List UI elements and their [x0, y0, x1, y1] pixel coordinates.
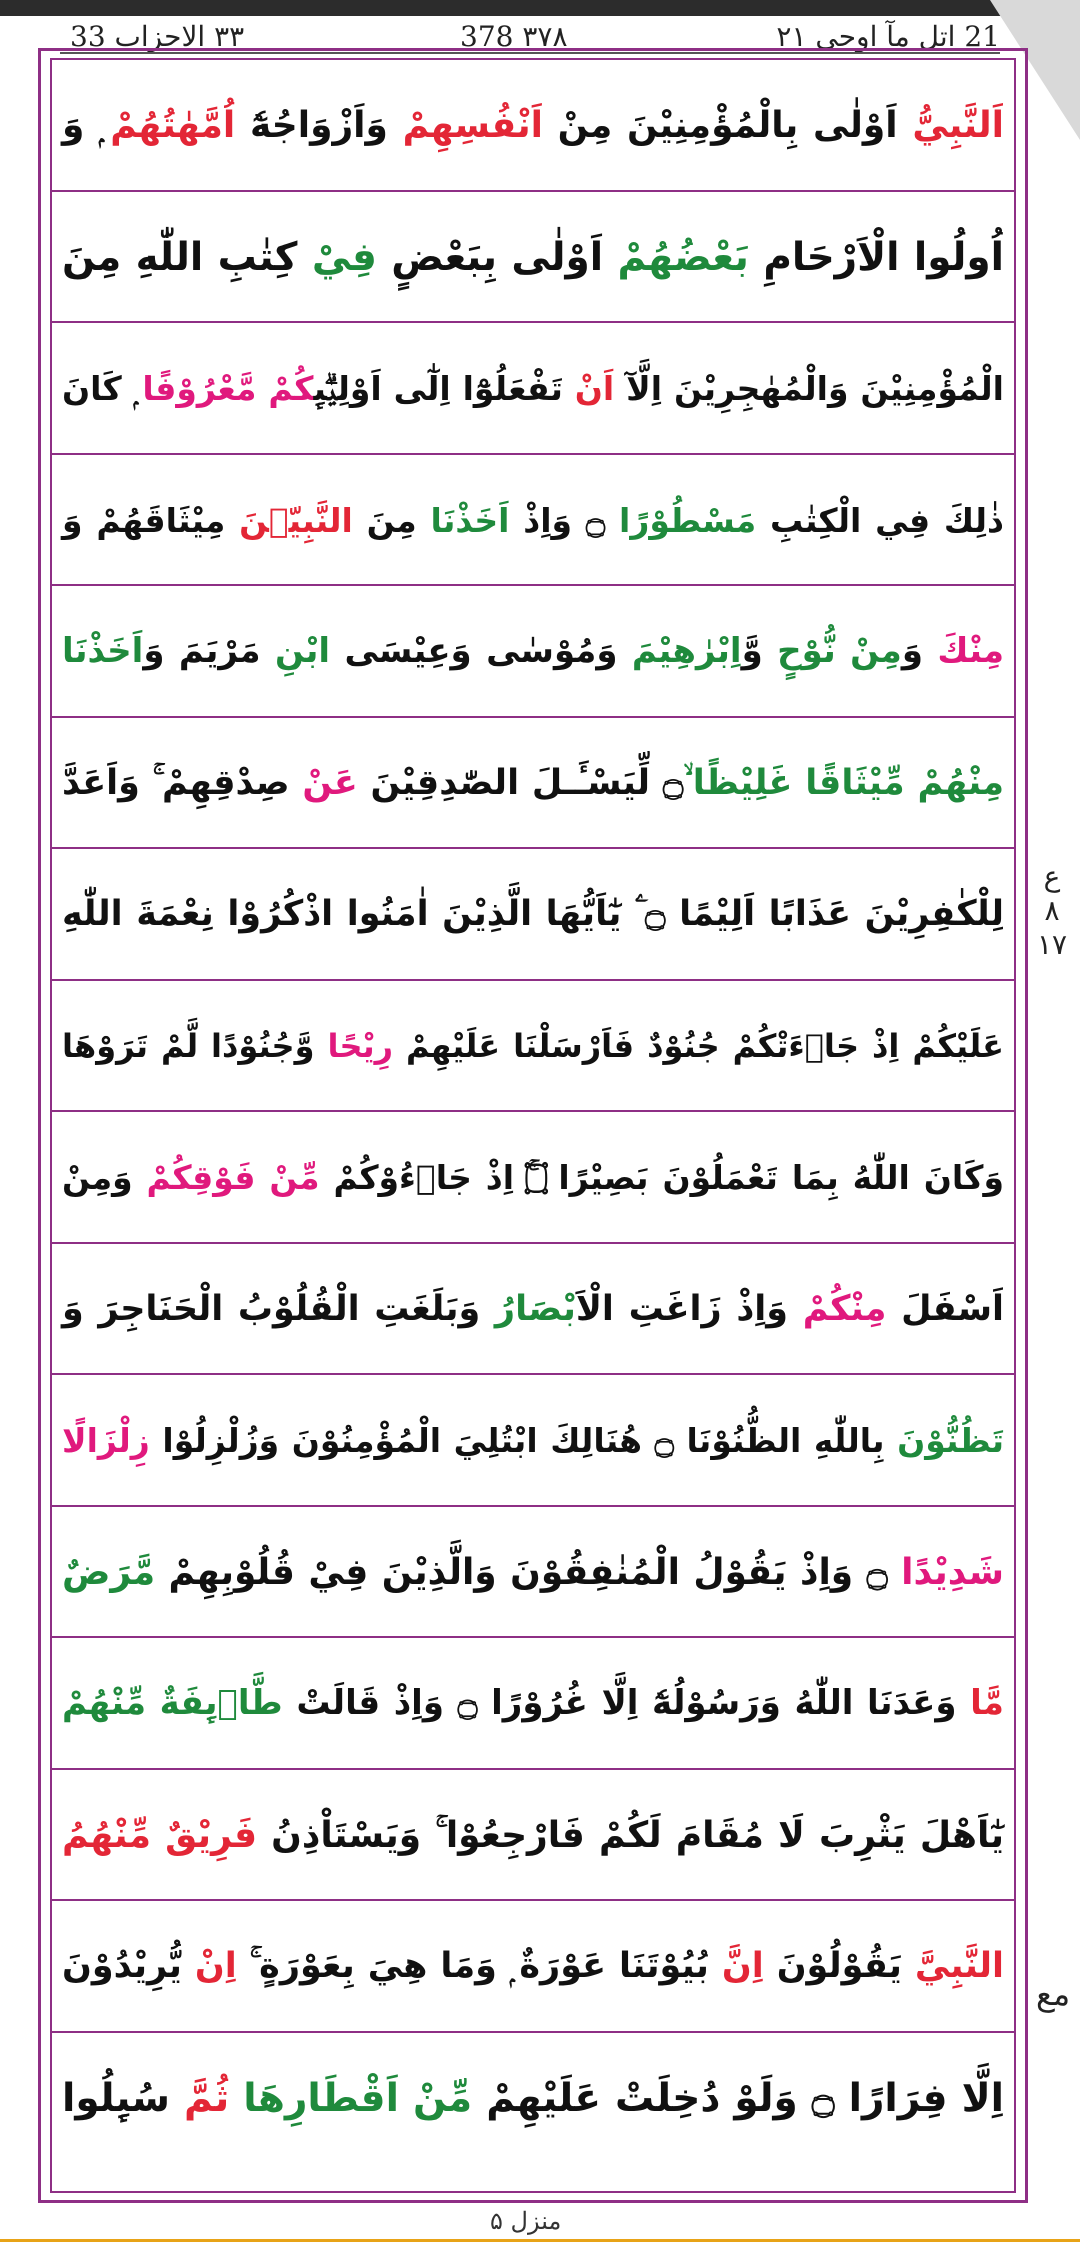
verse-segment: اُمَّهٰتُهُمْ — [110, 105, 236, 146]
verse-segment: لِلْكٰفِرِيْنَ عَذَابًا اَلِيْمًا ۝ ۧ يٰٓاَيُّهَا الَّذِيْنَ اٰمَنُوا اذْكُرُوْا نِعْمَةَ اللّٰهِ — [62, 894, 1004, 934]
page-footer — [0, 2205, 1080, 2245]
verse-line — [52, 981, 1014, 1113]
verse-segment: وَاِذْ زَاغَتِ الْاَ — [575, 1288, 803, 1329]
verse-segment: فَرِيْقٌ مِّنْهُمُ — [62, 1814, 258, 1856]
verse-segment: ابْنِ — [274, 631, 331, 671]
header-surah-name: ٣٣ الاحزاب 33 — [70, 20, 245, 53]
verse-segment: مَسْطُوْرًا — [619, 500, 757, 540]
mu-marker: مع — [1036, 1975, 1071, 2013]
verse-segment: وَكَانَ اللّٰهُ بِمَا تَعْمَلُوْنَ بَصِيْرًا ۝ۚ اِذْ جَاۗءُوْكُمْ — [319, 1158, 1004, 1197]
verse-segment: مِّنْ اَقْطَارِهَا — [243, 2075, 473, 2121]
verse-segment: مِّنْ فَوْقِكُمْ — [146, 1158, 320, 1197]
verse-segment: مَّا — [970, 1683, 1004, 1723]
verse-segment: وَاَزْوَاجُهٗٓ — [235, 105, 403, 146]
verse-segment: طَّاۗىِٕفَةٌ مِّنْهُمْ — [62, 1683, 283, 1723]
verse-segment: ۝ وَاِذْ يَقُوْلُ الْمُنٰفِقُوْنَ وَالَّذِيْنَ فِيْ قُلُوْبِهِمْ — [155, 1551, 902, 1593]
verse-segment: ۭ وَ — [62, 105, 111, 146]
verse-segment: اَوْلٰى بِالْمُؤْمِنِيْنَ مِنْ — [542, 105, 913, 146]
verse-line — [52, 1901, 1014, 2033]
verse-segment: فِيْ — [311, 234, 377, 280]
header-para-name: 21 اتل مآ اوحی ۲۱ — [776, 20, 1000, 53]
verse-segment: بَعْضُهُمْ — [617, 234, 749, 280]
verse-segment: مِنْهُمْ مِّيْثَاقًا — [805, 762, 1005, 803]
verse-segment: مِنْكَ — [937, 631, 1004, 671]
header-page-number: ٣٧٨ 378 — [460, 20, 568, 53]
ruku-marker — [1030, 860, 1074, 962]
verse-segment: النَّبِيَّ — [914, 1946, 1004, 1986]
verse-segment: مِيْثَاقَهُمْ وَ — [62, 500, 240, 540]
verse-line — [52, 718, 1014, 850]
verse-segment: الْمُؤْمِنِيْنَ وَالْمُهٰجِرِيْنَ اِلَّآ — [614, 369, 1004, 408]
verse-segment: صِدْقِهِمْ ۚ وَاَعَدَّ — [62, 762, 303, 803]
status-bar — [0, 0, 1080, 16]
verse-line — [52, 1244, 1014, 1376]
verse-segment: مِنْكُمْ — [802, 1288, 887, 1329]
verse-segment: اَنْفُسِهِمْ — [402, 105, 543, 146]
verse-segment: اَنْ — [574, 369, 615, 408]
verse-line — [52, 323, 1014, 455]
verse-line — [52, 2033, 1014, 2165]
verse-line — [52, 60, 1014, 192]
verse-segment: تَفْعَلُوْٓا اِلٰٓى اَوْلِيٰۗىِٕ — [313, 369, 575, 408]
footer-rule — [0, 2239, 1080, 2242]
verse-segment: زِلْزَالًا — [62, 1421, 150, 1460]
verse-segment: يٰٓاَهْلَ يَثْرِبَ لَا مُقَامَ لَكُمْ فَارْجِعُوْا ۚ وَيَسْتَاْذِنُ — [257, 1814, 1004, 1856]
verse-segment: اُولُوا الْاَرْحَامِ — [748, 234, 1004, 280]
verse-segment: وَبَلَغَتِ الْقُلُوْبُ الْحَنَاجِرَ وَ — [62, 1288, 495, 1329]
verse-segment: رِيْحًا — [327, 1026, 393, 1065]
verse-segment: تَظُنُّوْنَ — [897, 1421, 1004, 1460]
verse-line — [52, 849, 1014, 981]
verse-segment: اَخَذْنَا — [430, 500, 510, 540]
verse-segment: سُىِٕلُوا — [62, 2075, 171, 2121]
verse-line — [52, 1638, 1014, 1770]
verse-segment: بْصَارُ — [494, 1288, 576, 1329]
verse-segment: وَعَدَنَا اللّٰهُ وَرَسُوْلُهٗٓ اِلَّا غُرُوْرًا ۝ وَاِذْ قَالَتْ — [282, 1683, 971, 1723]
verse-line — [52, 455, 1014, 587]
verse-segment: عَنْ — [302, 762, 358, 803]
verse-segment: وَّجُنُوْدًا لَّمْ تَرَوْهَا — [62, 1026, 328, 1065]
verse-segment: وَمِنْ — [62, 1158, 147, 1197]
ruku-count: ١٧ — [1036, 928, 1068, 961]
verse-segment: وَمُوْسٰى وَعِيْسَى — [330, 631, 632, 671]
verse-segment: مَرْيَمَ وَ — [143, 631, 275, 671]
verse-segment: مِنَ — [352, 500, 431, 540]
verse-segment: ۙ۝ لِّيَسْـَٔـلَ الصّٰدِقِيْنَ — [370, 762, 684, 803]
verse-line — [52, 1507, 1014, 1639]
verse-line — [52, 192, 1014, 324]
verse-segment: بُيُوْتَنَا عَوْرَةٌ ۭ وَمَا هِيَ بِعَوْرَةٍ ۚ — [236, 1946, 722, 1986]
verse-segment: اِلَّا فِرَارًا ۝ وَلَوْ دُخِلَتْ عَلَيْهِمْ — [472, 2075, 1004, 2121]
verse-segment: شَدِيْدًا — [901, 1551, 1004, 1593]
verse-segment: مِنْ نُّوْحٍ — [777, 631, 902, 671]
verse-segment: اَلنَّبِيُّ — [912, 105, 1004, 146]
verse-line — [52, 1770, 1014, 1902]
ruku-number: ٨ — [1044, 894, 1060, 927]
verse-lines — [52, 60, 1014, 2164]
ruku-letter: ع — [1043, 860, 1061, 893]
verse-line — [52, 1112, 1014, 1244]
verse-segment: ۭ كَانَ — [62, 369, 143, 408]
verse-segment: اَسْفَلَ — [886, 1288, 1004, 1329]
verse-segment: مَّرَضٌ — [62, 1551, 156, 1593]
verse-segment: وَّ — [741, 631, 778, 671]
verse-segment: ۝ وَاِذْ — [509, 500, 620, 540]
verse-segment: ثُمَّ — [170, 2075, 244, 2121]
verse-segment: اَخَذْنَا — [62, 631, 144, 671]
verse-segment: اِبْرٰهِيْمَ — [631, 631, 742, 671]
verse-segment: اِنَّ — [721, 1946, 764, 1986]
verse-segment: غَلِيْظًا — [683, 762, 806, 803]
verse-segment: وَ — [901, 631, 938, 671]
verse-segment: ذٰلِكَ فِي الْكِتٰبِ — [756, 500, 1004, 540]
verse-line — [52, 586, 1014, 718]
verse-segment: يُّرِيْدُوْنَ — [62, 1946, 195, 1986]
verse-segment: اِنْ — [194, 1946, 237, 1986]
verse-segment: بِاللّٰهِ الظُّنُوْنَا ۝ هُنَالِكَ ابْتُلِيَ الْمُؤْمِنُوْنَ وَزُلْزِلُوْا — [149, 1421, 898, 1460]
manzil-label: منزل ۵ — [490, 2207, 562, 2235]
verse-segment: يَقُوْلُوْنَ — [763, 1946, 915, 1986]
verse-segment: اَوْلٰى بِبَعْضٍ — [376, 234, 618, 280]
verse-segment: عَلَيْكُمْ اِذْ جَاۗءَتْكُمْ جُنُوْدٌ فَاَرْسَلْنَا عَلَيْهِمْ — [393, 1026, 1005, 1065]
verse-segment: كِتٰبِ اللّٰهِ مِنَ — [62, 234, 312, 280]
verse-segment: كُمْ مَّعْرُوْفًا — [142, 369, 314, 408]
verse-line — [52, 1375, 1014, 1507]
verse-segment: النَّبِيّٖنَ — [239, 500, 353, 540]
